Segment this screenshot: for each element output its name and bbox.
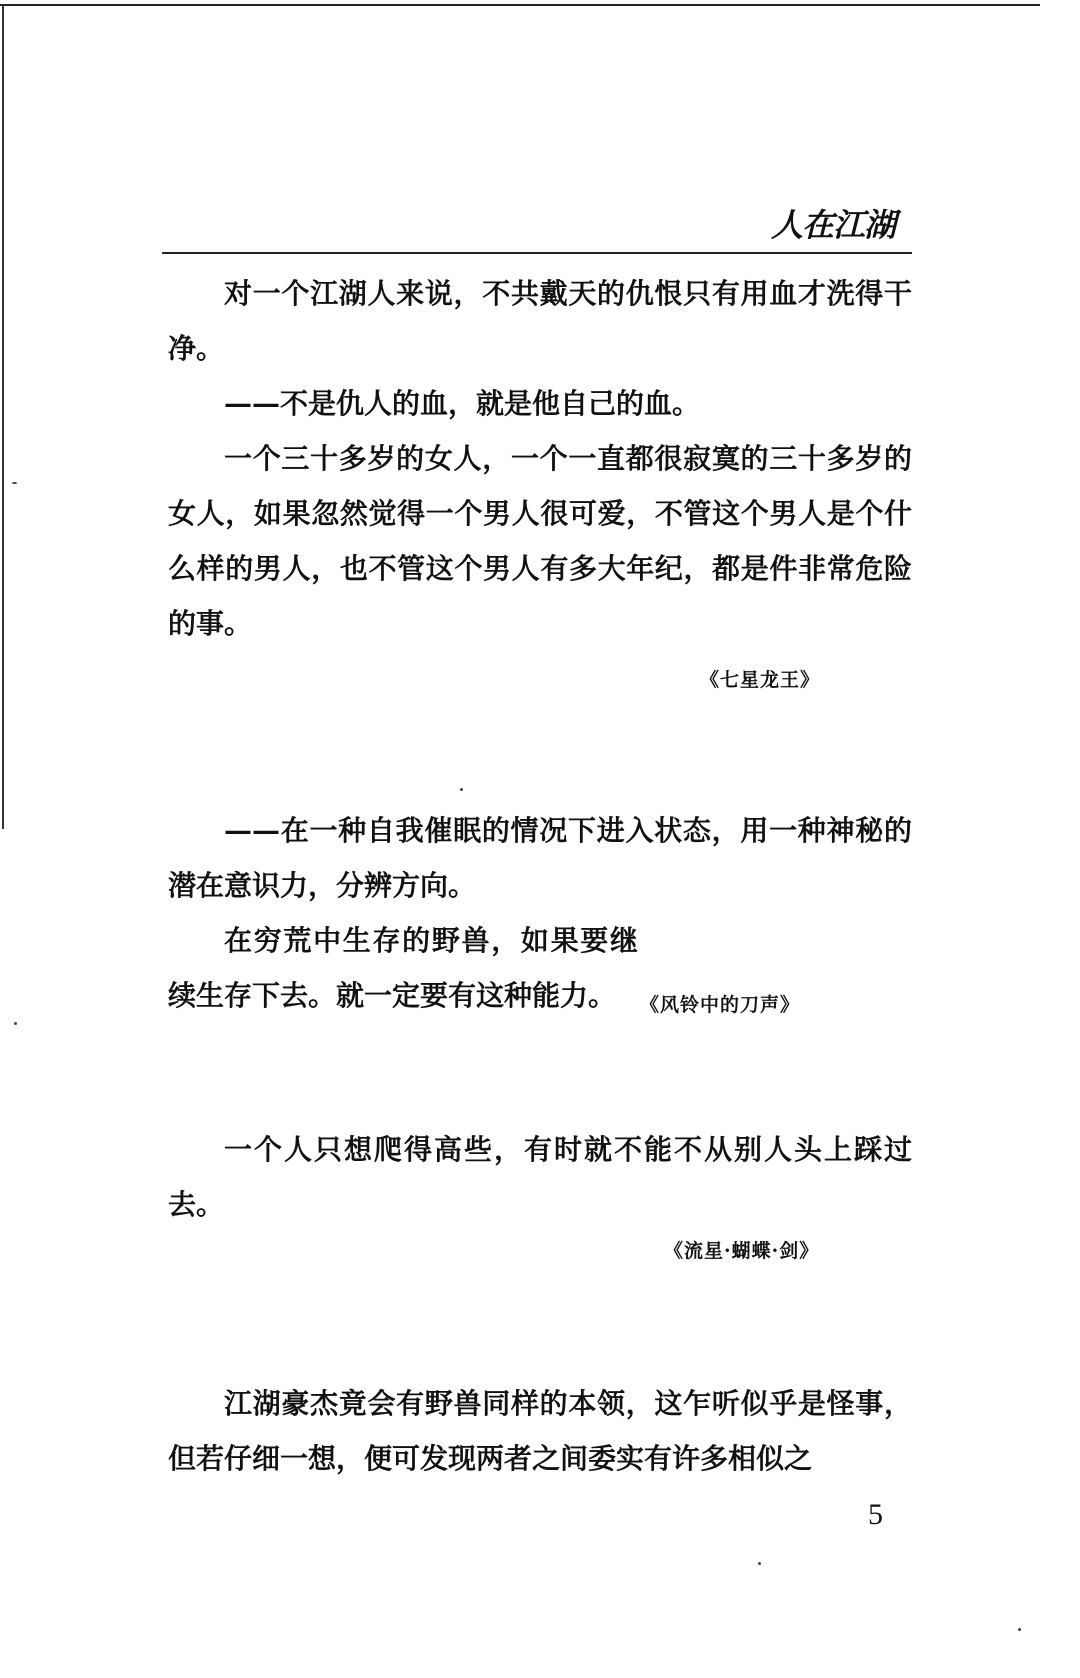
paragraph-2: ——不是仇人的血，就是他自己的血。: [224, 387, 701, 420]
paragraph-4: ——在一种自我催眠的情况下进入状态，用一种神秘的潜在意识力，分辨方向。: [168, 814, 912, 902]
paragraph-1: 对一个江湖人来说，不共戴天的仇恨只有用血才洗得干净。: [168, 277, 912, 365]
paragraph-7: 江湖豪杰竟会有野兽同样的本领，这乍听似乎是怪事，但若仔细一想，便可发现两者之间委实有许多相似之: [168, 1387, 912, 1475]
scan-speck: [14, 1022, 17, 1025]
scan-speck: [758, 1562, 761, 1565]
top-border-line: [0, 4, 1040, 6]
source-citation-2: 《风铃中的刀声》: [640, 994, 801, 1016]
source-citation-1: 《七星龙王》: [700, 669, 821, 691]
source-citation-3: 《流星·蝴蝶·剑》: [664, 1240, 820, 1262]
paragraph-3: 一个三十多岁的女人，一个一直都很寂寞的三十多岁的女人，如果忽然觉得一个男人很可爱，不管这个男人是个什么样的男人，也不管这个男人有多大年纪，都是件非常危险的事。: [168, 442, 912, 640]
scan-speck: [460, 788, 463, 791]
running-header-title: 人在江湖: [770, 206, 895, 244]
page-number: 5: [868, 1498, 883, 1531]
paragraph-5: 在穷荒中生存的野兽，如果要继续生存下去。就一定要有这种能力。: [168, 924, 638, 1012]
scan-speck: [12, 482, 17, 484]
paragraph-6: 一个人只想爬得高些，有时就不能不从别人头上踩过去。: [168, 1133, 912, 1221]
scan-speck: [1018, 1628, 1021, 1631]
header-rule: [162, 252, 912, 254]
left-border-line: [2, 4, 4, 829]
